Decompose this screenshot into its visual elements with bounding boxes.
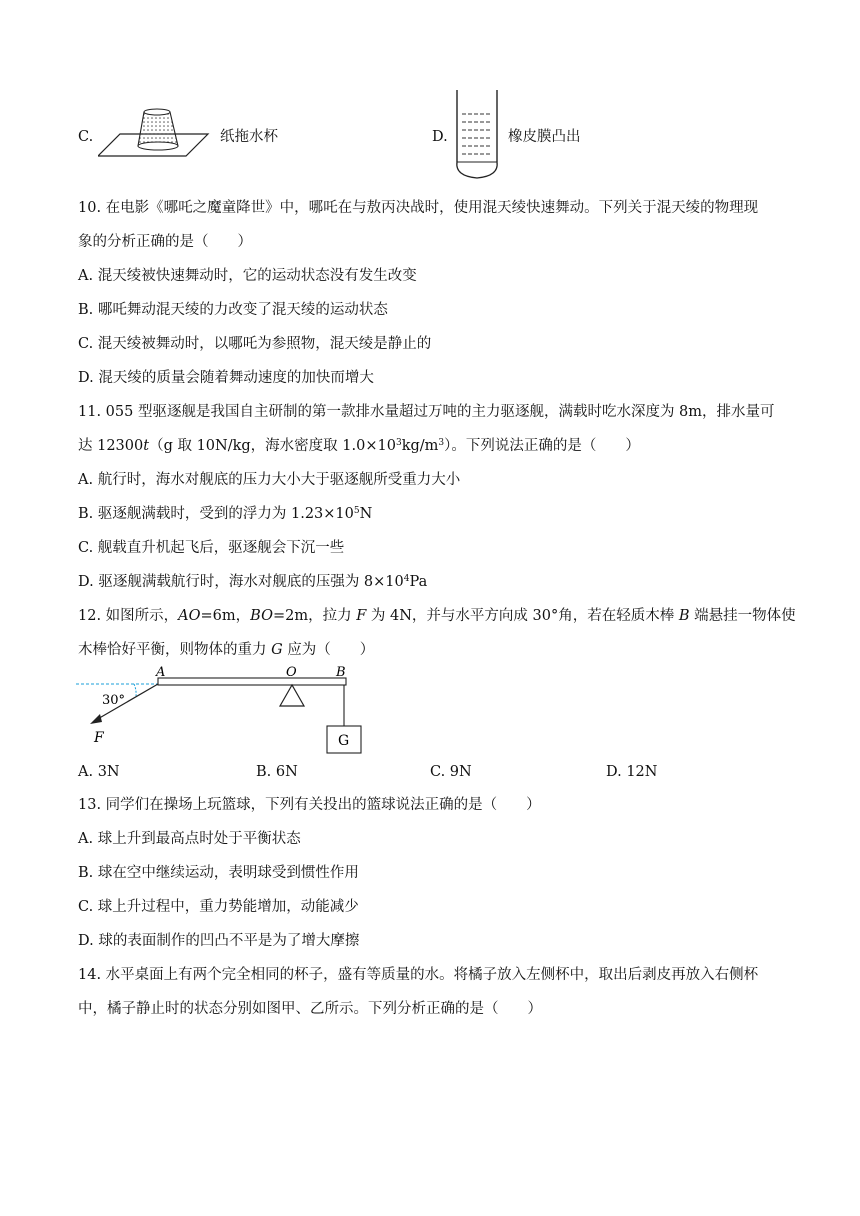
q13-option-b: B. 球在空中继续运动，表明球受到惯性作用 xyxy=(78,865,359,881)
q12-stem-line2: 木棒恰好平衡，则物体的重力 G 应为（ ） xyxy=(78,642,375,658)
q13-option-c: C. 球上升过程中，重力势能增加，动能减少 xyxy=(78,899,359,915)
q13-option-a: A. 球上升到最高点时处于平衡状态 xyxy=(78,831,301,847)
tube-membrane-figure xyxy=(450,88,506,184)
q11-option-d: D. 驱逐舰满载航行时，海水对舰底的压强为 $8\times 10^4Pa$ xyxy=(78,574,428,590)
paper-cup-figure xyxy=(98,108,210,160)
q11-stem-line1: 11. 055 型驱逐舰是我国自主研制的第一款排水量超过万吨的主力驱逐舰，满载时吃水深度为 8m，排水量可 xyxy=(78,404,775,420)
q12-option-c: C. 9N xyxy=(430,764,472,780)
q9-option-d-label: D. xyxy=(432,129,448,145)
q12-option-b: B. 6N xyxy=(256,764,298,780)
q12-option-d: D. 12N xyxy=(606,764,658,780)
q10-option-d: D. 混天绫的质量会随着舞动速度的加快而增大 xyxy=(78,370,374,386)
q11-stem-line2: 达 12300t（g 取 10N/kg，海水密度取 $1.0\times 10^3kg/m^3$）。下列说法正确的是（ ） xyxy=(78,438,640,454)
lever-label-o: O xyxy=(286,665,297,680)
lever-label-a: A xyxy=(156,665,166,680)
q10-stem-line1: 10. 在电影《哪吒之魔童降世》中，哪吒在与敖丙决战时，使用混天绫快速舞动。下列关于混天绫的物理现 xyxy=(78,200,759,216)
q13-stem: 13. 同学们在操场上玩篮球，下列有关投出的篮球说法正确的是（ ） xyxy=(78,797,541,813)
lever-label-b: B xyxy=(336,665,346,680)
q11-option-b: B. 驱逐舰满载时，受到的浮力为 $1.23\times 10^5N$ xyxy=(78,506,373,522)
q10-option-b: B. 哪吒舞动混天绫的力改变了混天绫的运动状态 xyxy=(78,302,388,318)
lever-force-label: F xyxy=(94,730,104,746)
q14-stem-line2: 中，橘子静止时的状态分别如图甲、乙所示。下列分析正确的是（ ） xyxy=(78,1001,542,1017)
q10-stem-line2: 象的分析正确的是（ ） xyxy=(78,234,252,250)
lever-figure xyxy=(74,662,374,762)
q9-option-c-caption: 纸拖水杯 xyxy=(220,129,278,145)
q12-stem-line1: 12. 如图所示，AO=6m，BO=2m，拉力 F 为 4N，并与水平方向成 30°角，若在轻质木棒 B 端悬挂一物体使 xyxy=(78,608,796,624)
q14-stem-line1: 14. 水平桌面上有两个完全相同的杯子，盛有等质量的水。将橘子放入左侧杯中，取出后剥皮再放入右侧杯 xyxy=(78,967,759,983)
lever-angle-label: 30° xyxy=(102,693,126,708)
q13-option-d: D. 球的表面制作的凹凸不平是为了增大摩擦 xyxy=(78,933,360,949)
q10-option-c: C. 混天绫被舞动时，以哪吒为参照物，混天绫是静止的 xyxy=(78,336,432,352)
q11-option-a: A. 航行时，海水对舰底的压力大小大于驱逐舰所受重力大小 xyxy=(78,472,461,488)
q11-option-c: C. 舰载直升机起飞后，驱逐舰会下沉一些 xyxy=(78,540,345,556)
lever-weight-label: G xyxy=(338,733,350,749)
q9-option-c-label: C. xyxy=(78,129,94,145)
q12-option-a: A. 3N xyxy=(78,764,120,780)
q9-option-d-caption: 橡皮膜凸出 xyxy=(508,129,581,145)
q10-option-a: A. 混天绫被快速舞动时，它的运动状态没有发生改变 xyxy=(78,268,417,284)
